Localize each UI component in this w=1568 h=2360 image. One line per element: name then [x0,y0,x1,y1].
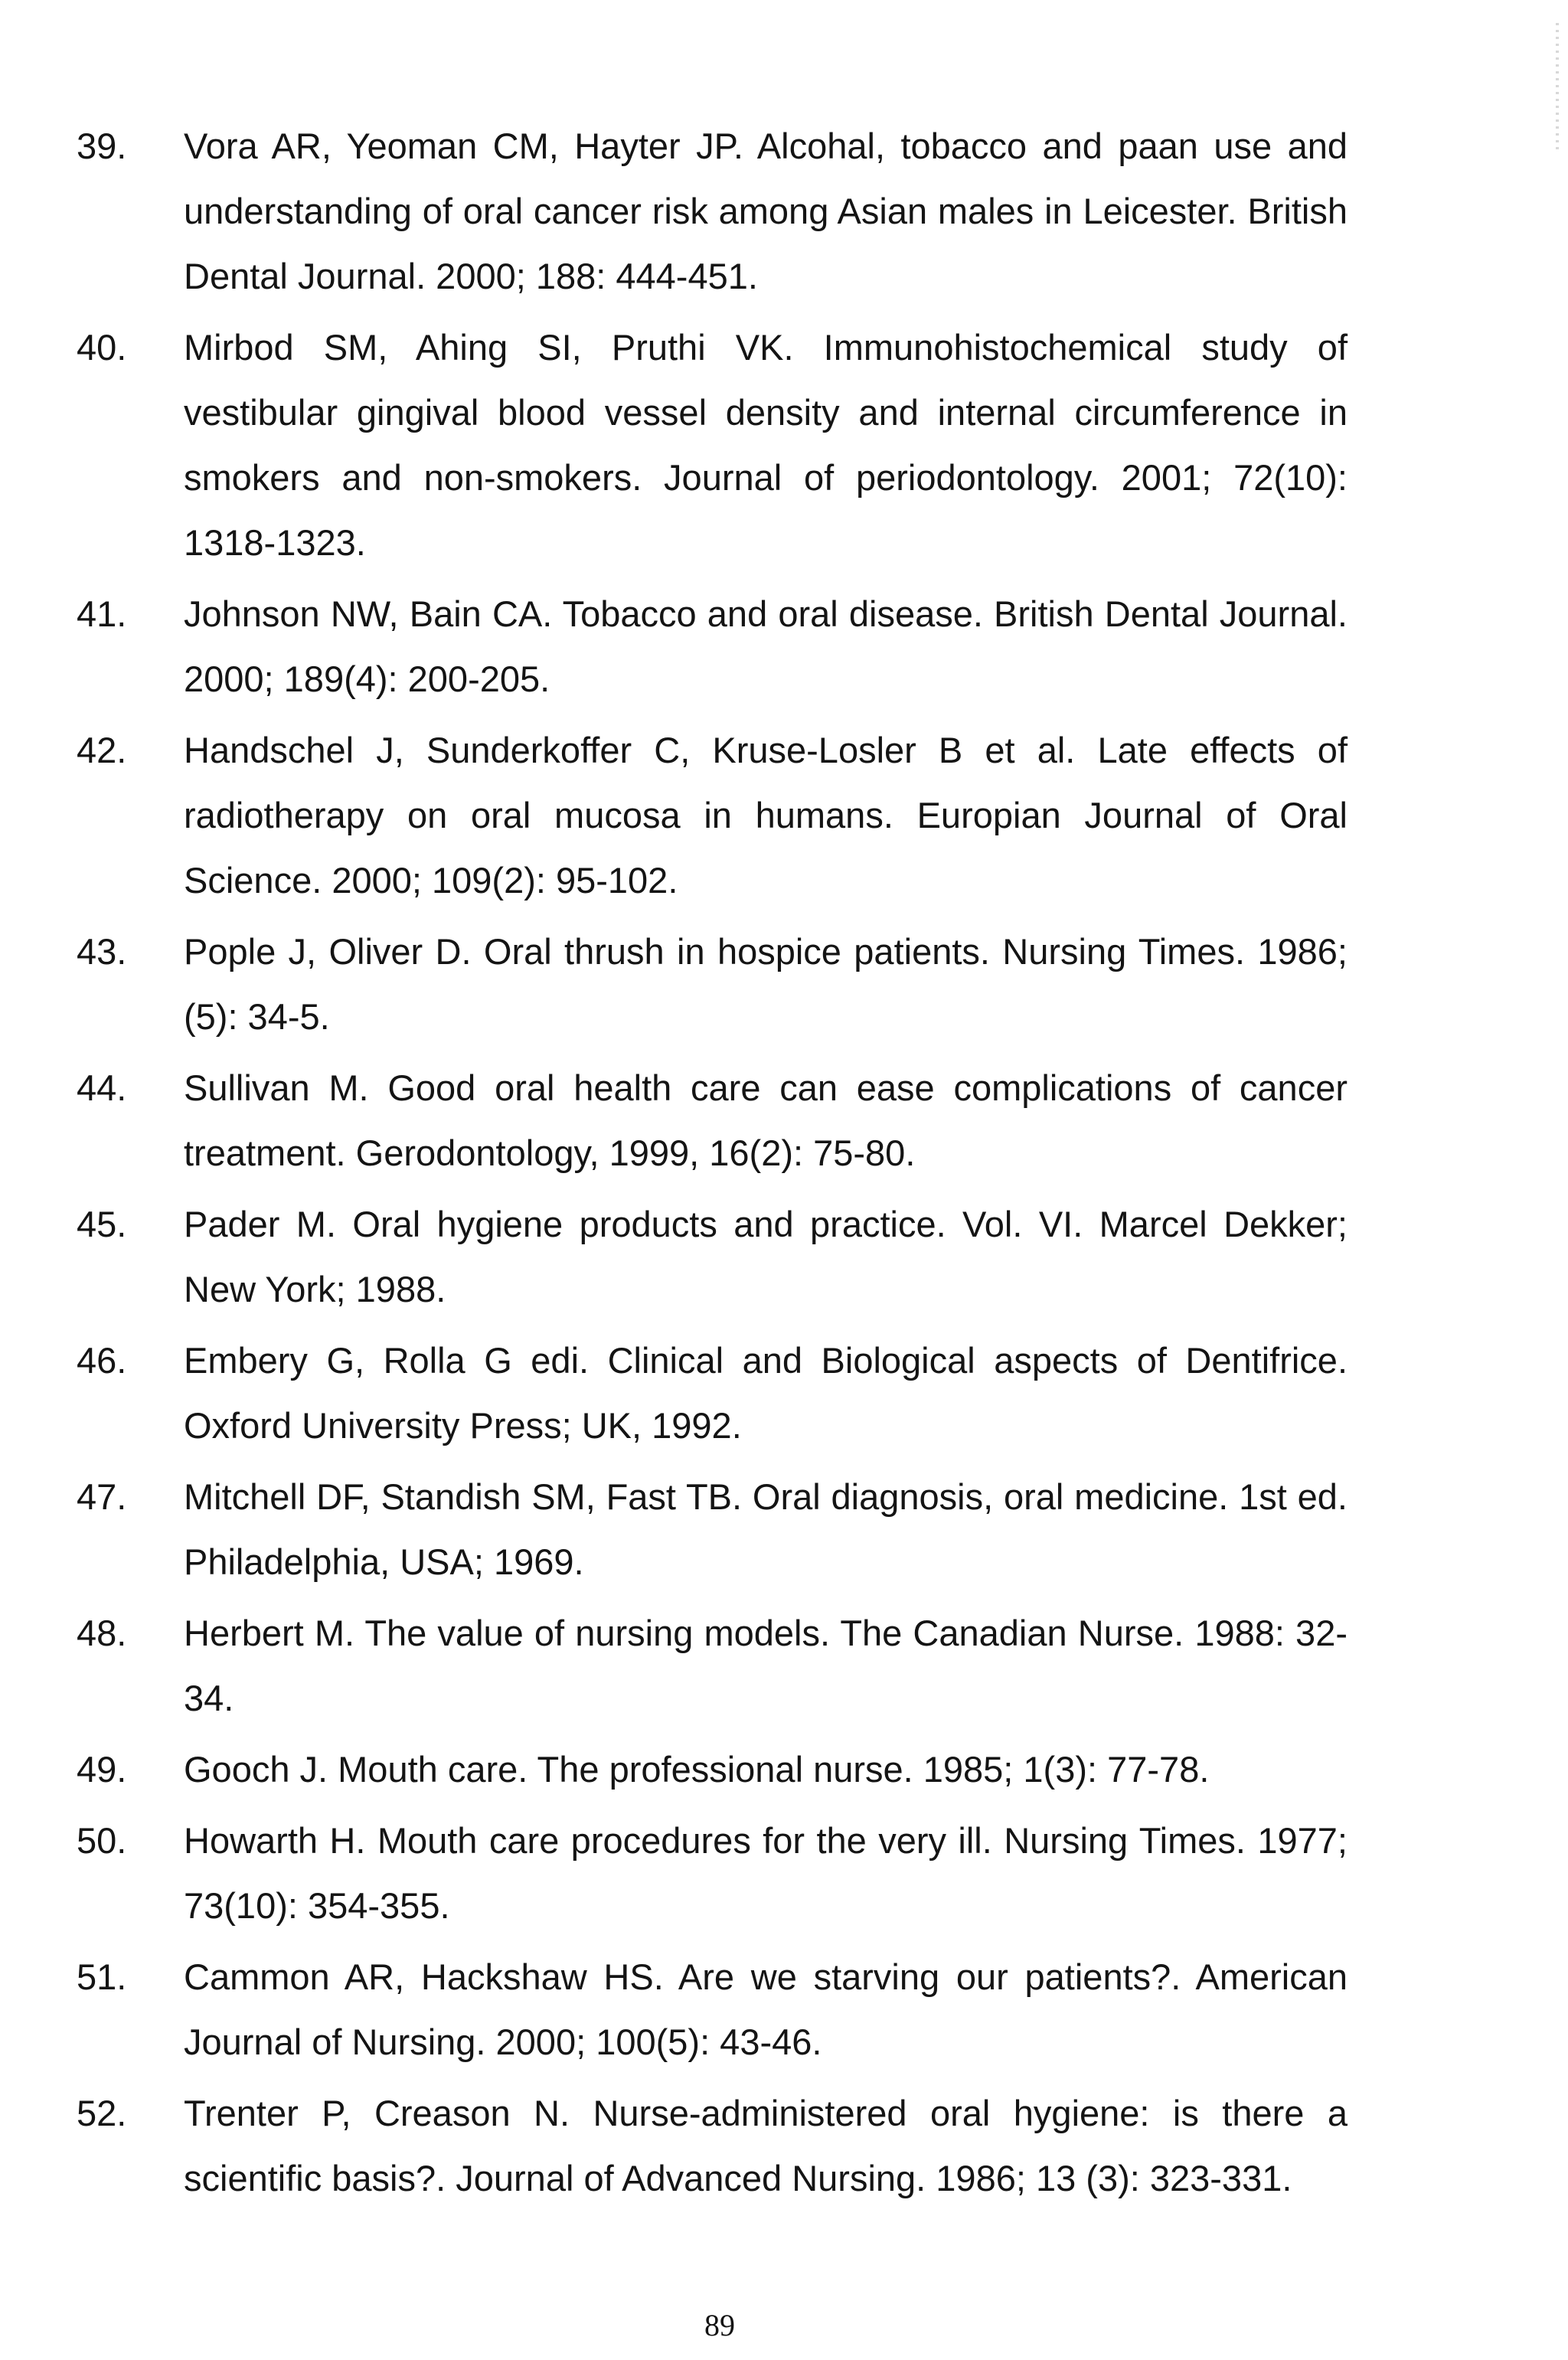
reference-number: 47. [77,1476,127,1517]
reference-number: 43. [77,931,127,972]
reference-item [77,1737,1348,1802]
reference-item [77,1055,1348,1185]
reference-text: Sullivan M. Good oral health care can ease complications of cancer treatment. Gerodontology, 1999, 16(2): 75-80. [184,1067,1348,1173]
reference-text: Herbert M. The value of nursing models. The Canadian Nurse. 1988: 32-34. [184,1613,1348,1718]
reference-item [77,717,1348,913]
reference-item [77,315,1348,575]
reference-item [77,1191,1348,1322]
reference-number: 52. [77,2093,127,2133]
reference-item [77,1808,1348,1938]
reference-item [77,2081,1348,2211]
reference-text: Gooch J. Mouth care. The professional nurse. 1985; 1(3): 77-78. [184,1749,1210,1790]
scan-edge-mark [1556,23,1559,153]
reference-text: Pader M. Oral hygiene products and practice. Vol. VI. Marcel Dekker; New York; 1988. [184,1204,1348,1309]
reference-number: 51. [77,1956,127,1997]
reference-item [77,1600,1348,1731]
reference-text: Vora AR, Yeoman CM, Hayter JP. Alcohal, tobacco and paan use and understanding of oral cancer risk among Asian males in Leicester. British Dental Journal. 2000; 188: 444-451. [184,126,1348,296]
reference-list [77,113,1348,2217]
reference-number: 50. [77,1820,127,1861]
reference-text: Cammon AR, Hackshaw HS. Are we starving our patients?. American Journal of Nursing. 2000; 100(5): 43-46. [184,1956,1348,2062]
reference-number: 41. [77,593,127,634]
reference-text: Embery G, Rolla G edi. Clinical and Biological aspects of Dentifrice. Oxford University Press; UK, 1992. [184,1340,1348,1446]
reference-text: Trenter P, Creason N. Nurse-administered oral hygiene: is there a scientific basis?. Journal of Advanced Nursing. 1986; 13 (3): 323-331. [184,2093,1348,2198]
reference-text: Johnson NW, Bain CA. Tobacco and oral disease. British Dental Journal. 2000; 189(4): 200-205. [184,593,1348,699]
reference-number: 42. [77,730,127,770]
reference-number: 39. [77,126,127,166]
reference-number: 46. [77,1340,127,1381]
reference-item [77,1944,1348,2074]
reference-text: Mirbod SM, Ahing SI, Pruthi VK. Immunohistochemical study of vestibular gingival blood vessel density and internal circumference in smokers and non-smokers. Journal of periodontology. 2001; 72(10): 1318-1323. [184,327,1348,563]
reference-item [77,1464,1348,1594]
reference-item [77,919,1348,1049]
reference-item [77,113,1348,309]
reference-text: Mitchell DF, Standish SM, Fast TB. Oral diagnosis, oral medicine. 1st ed. Philadelphia, USA; 1969. [184,1476,1348,1582]
reference-number: 40. [77,327,127,368]
reference-item [77,1328,1348,1458]
reference-number: 45. [77,1204,127,1244]
reference-item [77,581,1348,711]
reference-text: Howarth H. Mouth care procedures for the very ill. Nursing Times. 1977; 73(10): 354-355. [184,1820,1348,1926]
reference-text: Handschel J, Sunderkoffer C, Kruse-Losler B et al. Late effects of radiotherapy on oral mucosa in humans. Europian Journal of Oral Science. 2000; 109(2): 95-102. [184,730,1348,901]
page-number: 89 [704,2308,735,2342]
reference-text: Pople J, Oliver D. Oral thrush in hospice patients. Nursing Times. 1986; (5): 34-5. [184,931,1348,1037]
reference-number: 44. [77,1067,127,1108]
reference-number: 48. [77,1613,127,1653]
reference-number: 49. [77,1749,127,1790]
